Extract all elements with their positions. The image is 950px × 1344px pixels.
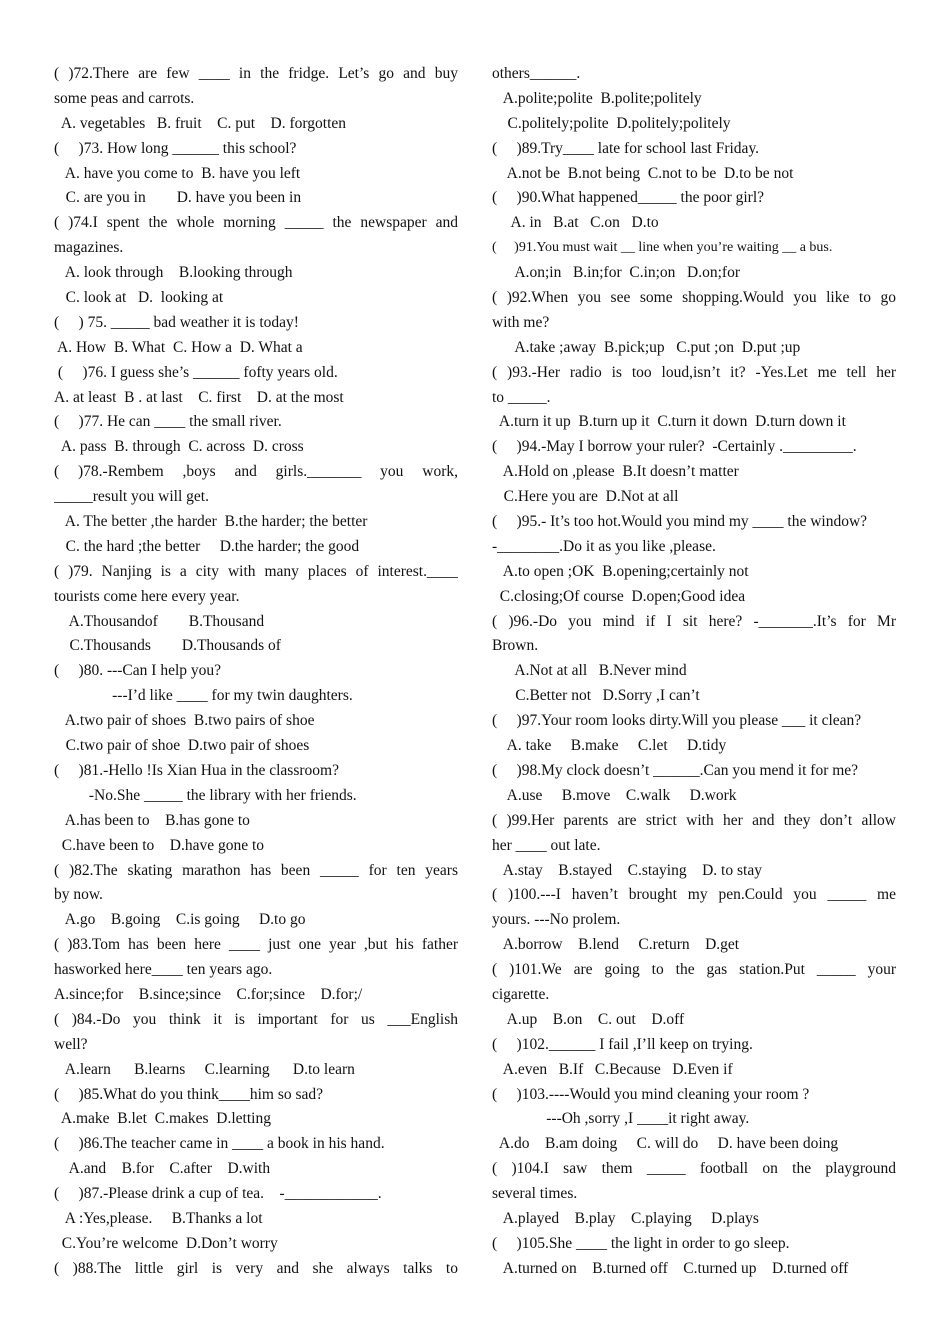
- left-line: A. How B. What C. How a D. What a: [54, 338, 303, 356]
- left-line: A.has been to B.has gone to: [54, 811, 250, 829]
- left-line: A :Yes,please. B.Thanks a lot: [54, 1209, 263, 1227]
- left-line: A.make B.let C.makes D.letting: [54, 1110, 271, 1128]
- left-line: ( )83.Tom has been here ____ just one year ,but his father: [54, 936, 458, 954]
- right-line: A.turn it up B.turn up it C.turn it down D.turn down it: [492, 413, 846, 431]
- right-line: A. in B.at C.on D.to: [492, 214, 659, 232]
- left-line: some peas and carrots.: [54, 89, 195, 107]
- left-line: C. the hard ;the better D.the harder; the good: [54, 537, 360, 555]
- left-line: A.go B.going C.is going D.to go: [54, 911, 306, 929]
- right-line: ( )102.______ I fail ,I’ll keep on trying.: [492, 1035, 753, 1053]
- left-line: A. The better ,the harder B.the harder; the better: [54, 513, 368, 531]
- left-line: ( )78.-Rembem ,boys and girls._______ you work,: [54, 463, 458, 481]
- right-line: ( )99.Her parents are strict with her and they don’t allow: [492, 811, 896, 829]
- left-line: A. at least B . at last C. first D. at the most: [54, 388, 344, 406]
- right-line: ( )100.---I haven’t brought my pen.Could you _____ me: [492, 886, 896, 904]
- right-line: ( )92.When you see some shopping.Would you like to go: [492, 289, 896, 307]
- right-line: C.closing;Of course D.open;Good idea: [492, 587, 746, 605]
- left-line: ( )76. I guess she’s ______ fofty years old.: [54, 363, 338, 381]
- left-line: _____result you will get.: [54, 488, 209, 506]
- left-line: C. are you in D. have you been in: [54, 189, 302, 207]
- left-line: ( )84.-Do you think it is important for us ___English: [54, 1010, 458, 1028]
- left-line: ( )86.The teacher came in ____ a book in his hand.: [54, 1135, 385, 1153]
- right-line: A.do B.am doing C. will do D. have been doing: [492, 1135, 839, 1153]
- left-line: ( )87.-Please drink a cup of tea. -____________.: [54, 1185, 382, 1203]
- right-column: [492, 62, 896, 1282]
- left-line: by now.: [54, 886, 103, 904]
- right-line: her ____ out late.: [492, 836, 601, 854]
- right-line: A.Hold on ,please B.It doesn’t matter: [492, 463, 739, 481]
- right-line: C.politely;polite D.politely;politely: [492, 114, 731, 132]
- right-line: A.borrow B.lend C.return D.get: [492, 936, 740, 954]
- right-line: ( )93.-Her radio is too loud,isn’t it? -Yes.Let me tell her: [492, 363, 896, 381]
- left-line: A.since;for B.since;since C.for;since D.for;/: [54, 985, 363, 1003]
- right-line: ( )94.-May I borrow your ruler? -Certainly ._________.: [492, 438, 857, 456]
- right-line: ( )104.I saw them _____ football on the playground: [492, 1160, 896, 1178]
- right-line: A.use B.move C.walk D.work: [492, 786, 737, 804]
- right-line: A.played B.play C.playing D.plays: [492, 1209, 759, 1227]
- right-line: A.turned on B.turned off C.turned up D.turned off: [492, 1259, 849, 1277]
- left-line: C.Thousands D.Thousands of: [54, 637, 281, 655]
- left-line: ( )72.There are few ____ in the fridge. Let’s go and buy: [54, 65, 458, 82]
- right-line: to _____.: [492, 388, 551, 406]
- right-line: A.polite;polite B.polite;politely: [492, 89, 702, 107]
- left-line: tourists come here every year.: [54, 587, 240, 605]
- left-line: ( )82.The skating marathon has been _____ for ten years: [54, 861, 458, 879]
- left-column: [54, 62, 458, 1282]
- left-line: A. have you come to B. have you left: [54, 164, 301, 182]
- right-line: A.up B.on C. out D.off: [492, 1010, 685, 1028]
- right-line: A. take B.make C.let D.tidy: [492, 737, 727, 755]
- right-line: C.Better not D.Sorry ,I can’t: [492, 687, 700, 705]
- left-line: A. look through B.looking through: [54, 264, 293, 282]
- right-line: A.even B.If C.Because D.Even if: [492, 1060, 733, 1078]
- right-line: A.on;in B.in;for C.in;on D.on;for: [492, 264, 740, 282]
- right-line: ( )89.Try____ late for school last Friday.: [492, 139, 760, 157]
- left-line: C.two pair of shoe D.two pair of shoes: [54, 737, 310, 755]
- left-line: ( ) 75. _____ bad weather it is today!: [54, 313, 299, 331]
- left-line: A. vegetables B. fruit C. put D. forgotten: [54, 114, 347, 132]
- right-line: ( )105.She ____ the light in order to go sleep.: [492, 1234, 790, 1252]
- right-line: ( )96.-Do you mind if I sit here? -_______.It’s for Mr: [492, 612, 896, 630]
- left-line: ( )79. Nanjing is a city with many places of interest.____: [54, 562, 458, 580]
- left-line: ( )80. ---Can I help you?: [54, 662, 222, 680]
- left-line: ( )88.The little girl is very and she always talks to: [54, 1259, 458, 1277]
- left-line: A. pass B. through C. across D. cross: [54, 438, 304, 456]
- right-line: ( )103.----Would you mind cleaning your room ?: [492, 1085, 810, 1103]
- left-line: A.two pair of shoes B.two pairs of shoe: [54, 712, 315, 730]
- left-line: ( )77. He can ____ the small river.: [54, 413, 282, 431]
- right-line: ( )98.My clock doesn’t ______.Can you mend it for me?: [492, 761, 859, 779]
- left-line: hasworked here____ ten years ago.: [54, 961, 273, 979]
- left-line: C.have been to D.have gone to: [54, 836, 265, 854]
- left-line: ( )74.I spent the whole morning _____ the newspaper and: [54, 214, 458, 232]
- right-line: A.Not at all B.Never mind: [492, 662, 687, 680]
- right-line: ( )90.What happened_____ the poor girl?: [492, 189, 765, 207]
- right-line: yours. ---No prolem.: [492, 911, 621, 929]
- left-line: ---I’d like ____ for my twin daughters.: [54, 687, 353, 705]
- left-line: A.Thousandof B.Thousand: [54, 612, 265, 630]
- right-line: A.not be B.not being C.not to be D.to be not: [492, 164, 794, 182]
- right-line: several times.: [492, 1185, 578, 1203]
- left-line: A.and B.for C.after D.with: [54, 1160, 271, 1178]
- left-line: ( )73. How long ______ this school?: [54, 139, 297, 157]
- right-line: -________.Do it as you like ,please.: [492, 537, 716, 555]
- right-line: C.Here you are D.Not at all: [492, 488, 679, 506]
- right-line: ( )97.Your room looks dirty.Will you please ___ it clean?: [492, 712, 862, 730]
- right-line: ( )91.You must wait __ line when you’re waiting __ a bus.: [492, 240, 833, 256]
- right-line: cigarette.: [492, 985, 550, 1003]
- right-line: ---Oh ,sorry ,I ____it right away.: [492, 1110, 750, 1128]
- right-line: others______.: [492, 65, 581, 82]
- left-line: well?: [54, 1035, 88, 1053]
- left-line: magazines.: [54, 239, 124, 257]
- right-line: A.to open ;OK B.opening;certainly not: [492, 562, 749, 580]
- right-line: A.stay B.stayed C.staying D. to stay: [492, 861, 762, 879]
- left-line: ( )85.What do you think____him so sad?: [54, 1085, 324, 1103]
- left-line: -No.She _____ the library with her friends.: [54, 786, 357, 804]
- right-line: Brown.: [492, 637, 539, 655]
- right-line: ( )101.We are going to the gas station.Put _____ your: [492, 961, 896, 979]
- left-line: C.You’re welcome D.Don’t worry: [54, 1234, 278, 1252]
- left-line: ( )81.-Hello !Is Xian Hua in the classroom?: [54, 761, 339, 779]
- right-line: ( )95.- It’s too hot.Would you mind my ____ the window?: [492, 513, 868, 531]
- right-line: with me?: [492, 313, 550, 331]
- left-line: A.learn B.learns C.learning D.to learn: [54, 1060, 355, 1078]
- right-line: A.take ;away B.pick;up C.put ;on D.put ;up: [492, 338, 801, 356]
- left-line: C. look at D. looking at: [54, 289, 224, 307]
